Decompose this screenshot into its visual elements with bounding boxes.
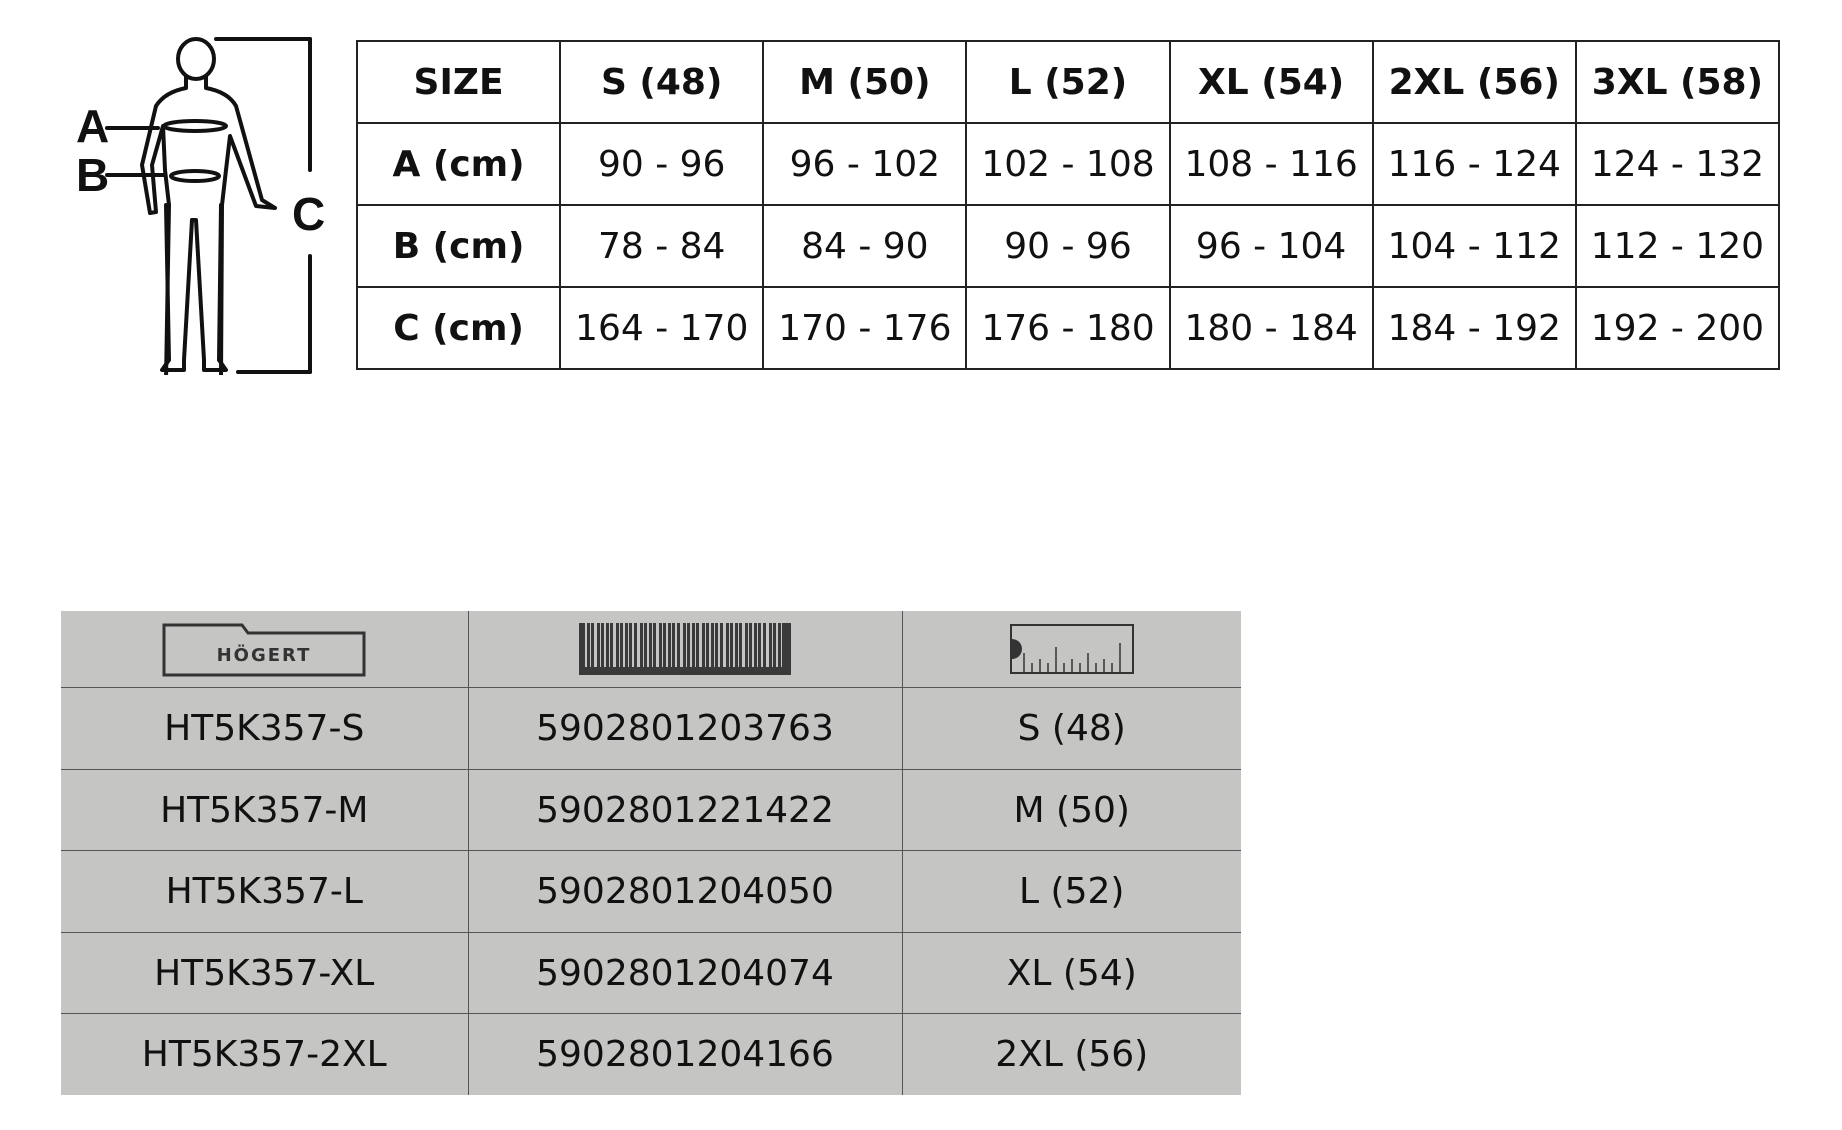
barcode-header-cell bbox=[468, 611, 902, 688]
product-row bbox=[61, 932, 1241, 1014]
barcode-icon bbox=[579, 623, 791, 675]
label-a: A bbox=[76, 100, 110, 152]
size-header-cell: S (48) bbox=[560, 41, 763, 123]
size-header-cell: L (52) bbox=[966, 41, 1169, 123]
size-value-cell: 102 - 108 bbox=[966, 123, 1169, 205]
size-value-cell: 108 - 116 bbox=[1170, 123, 1373, 205]
size-header-cell: M (50) bbox=[763, 41, 966, 123]
size-value-cell: 96 - 102 bbox=[763, 123, 966, 205]
size-cell: L (52) bbox=[902, 851, 1241, 933]
size-table-row-b bbox=[357, 205, 1779, 287]
size-header-cell: XL (54) bbox=[1170, 41, 1373, 123]
product-table bbox=[61, 611, 1241, 1095]
ruler-icon bbox=[1010, 623, 1134, 675]
product-code-cell: HT5K357-S bbox=[61, 688, 468, 770]
size-value-cell: 90 - 96 bbox=[966, 205, 1169, 287]
brand-logo-text: HÖGERT bbox=[216, 645, 312, 667]
size-cell: S (48) bbox=[902, 688, 1241, 770]
size-value-cell: 90 - 96 bbox=[560, 123, 763, 205]
size-value-cell: 124 - 132 bbox=[1576, 123, 1779, 205]
product-code-cell: HT5K357-XL bbox=[61, 932, 468, 1014]
size-value-cell: 78 - 84 bbox=[560, 205, 763, 287]
size-value-cell: 84 - 90 bbox=[763, 205, 966, 287]
size-header-cell bbox=[902, 611, 1241, 688]
size-table-row-c bbox=[357, 287, 1779, 369]
brand-header-cell bbox=[61, 611, 468, 688]
product-code-cell: HT5K357-L bbox=[61, 851, 468, 933]
size-table bbox=[356, 40, 1780, 370]
size-value-cell: 104 - 112 bbox=[1373, 205, 1576, 287]
product-row bbox=[61, 688, 1241, 770]
size-value-cell: 116 - 124 bbox=[1373, 123, 1576, 205]
ean-cell: 5902801221422 bbox=[468, 769, 902, 851]
row-label: C (cm) bbox=[357, 287, 560, 369]
body-measurement-figure bbox=[70, 30, 340, 375]
size-cell: 2XL (56) bbox=[995, 1034, 1149, 1076]
size-value-cell: 164 - 170 bbox=[560, 287, 763, 369]
product-code-cell: HT5K357-2XL bbox=[61, 1014, 468, 1095]
size-table-header-row bbox=[357, 41, 1779, 123]
ean-cell: 5902801204166 bbox=[468, 1014, 902, 1095]
size-table-row-a bbox=[357, 123, 1779, 205]
product-code-cell: HT5K357-M bbox=[61, 769, 468, 851]
product-row bbox=[61, 851, 1241, 933]
row-label: B (cm) bbox=[357, 205, 560, 287]
size-value-cell: 176 - 180 bbox=[966, 287, 1169, 369]
size-cell: M (50) bbox=[902, 769, 1241, 851]
product-table-header-row bbox=[61, 611, 1241, 688]
size-value-cell: 96 - 104 bbox=[1170, 205, 1373, 287]
label-b: B bbox=[76, 149, 110, 201]
product-row bbox=[61, 1014, 1241, 1095]
ean-cell: 5902801204074 bbox=[468, 932, 902, 1014]
row-label: A (cm) bbox=[357, 123, 560, 205]
product-row bbox=[61, 769, 1241, 851]
label-c: C bbox=[292, 188, 326, 240]
ean-cell: 5902801204050 bbox=[468, 851, 902, 933]
size-header-cell: SIZE bbox=[357, 41, 560, 123]
ean-cell: 5902801203763 bbox=[468, 688, 902, 770]
size-header-cell: 2XL (56) bbox=[1373, 41, 1576, 123]
size-value-cell: 192 - 200 bbox=[1576, 287, 1779, 369]
size-value-cell: 170 - 176 bbox=[763, 287, 966, 369]
human-figure-icon bbox=[70, 30, 340, 375]
size-value-cell: 180 - 184 bbox=[1170, 287, 1373, 369]
hogert-logo-icon bbox=[162, 621, 366, 677]
size-value-cell: 112 - 120 bbox=[1576, 205, 1779, 287]
size-value-cell: 184 - 192 bbox=[1373, 287, 1576, 369]
size-cell: XL (54) bbox=[902, 932, 1241, 1014]
size-header-cell: 3XL (58) bbox=[1576, 41, 1779, 123]
